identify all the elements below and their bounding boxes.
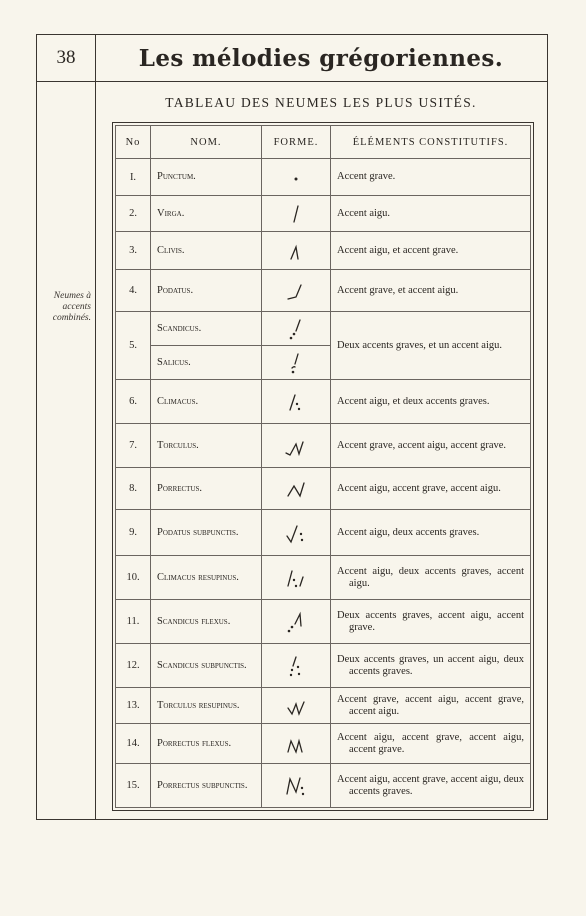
row-nom: Scandicus.: [151, 312, 262, 346]
header-nom: NOM.: [151, 126, 262, 159]
table-row: [116, 196, 531, 232]
page-number: 38: [37, 35, 96, 81]
row-nom: Virga.: [151, 196, 262, 232]
table-row: [116, 159, 531, 196]
podatus-neume-icon: [262, 270, 331, 312]
porrectus-neume-icon: [262, 468, 331, 510]
row-nom: Climacus resupinus.: [151, 556, 262, 600]
row-num: I.: [116, 159, 151, 196]
row-num: 2.: [116, 196, 151, 232]
row-elements: Accent grave, accent aigu, accent grave.: [331, 424, 531, 468]
row-nom: Porrectus subpunctis.: [151, 764, 262, 808]
row-num: 14.: [116, 724, 151, 764]
row-num: 10.: [116, 556, 151, 600]
row-num: 12.: [116, 644, 151, 688]
table-row: [116, 468, 531, 510]
climacus-neume-icon: [262, 380, 331, 424]
row-elements: Deux accents graves, et un accent aigu.: [331, 312, 531, 380]
row-elements: Accent aigu.: [331, 196, 531, 232]
row-nom: Podatus.: [151, 270, 262, 312]
row-elements: Accent grave.: [331, 159, 531, 196]
row-num: 9.: [116, 510, 151, 556]
torculus-neume-icon: [262, 424, 331, 468]
row-elements: Accent aigu, accent grave, accent aigu, accent grave.: [331, 724, 531, 764]
table-header-row: [116, 126, 531, 159]
row-num: 4.: [116, 270, 151, 312]
porrectus-subpunctis-neume-icon: [262, 764, 331, 808]
row-elements: Deux accents graves, accent aigu, accent grave.: [331, 600, 531, 644]
row-elements: Accent grave, accent aigu, accent grave, accent aigu.: [331, 688, 531, 724]
row-num: 3.: [116, 232, 151, 270]
running-title: Les mélodies grégoriennes.: [138, 44, 504, 72]
punctum-neume-icon: [262, 159, 331, 196]
row-nom: Porrectus.: [151, 468, 262, 510]
clivis-neume-icon: [262, 232, 331, 270]
row-nom: Podatus subpunctis.: [151, 510, 262, 556]
row-num: 15.: [116, 764, 151, 808]
table-row: [116, 764, 531, 808]
margin-note: Neumes à accents combinés.: [52, 291, 91, 323]
header-num: No: [116, 126, 151, 159]
podatus-subpunctis-neume-icon: [262, 510, 331, 556]
table-row: [116, 556, 531, 600]
table-row: [116, 312, 531, 346]
row-nom: Salicus.: [151, 346, 262, 380]
row-num: 11.: [116, 600, 151, 644]
row-elements: Accent aigu, deux accents graves, accent aigu.: [331, 556, 531, 600]
row-elements: Accent aigu, et deux accents graves.: [331, 380, 531, 424]
row-nom: Porrectus flexus.: [151, 724, 262, 764]
row-num: 8.: [116, 468, 151, 510]
salicus-neume-icon: [262, 346, 331, 380]
table-row: [116, 688, 531, 724]
row-elements: Accent aigu, accent grave, accent aigu, deux accents graves.: [331, 764, 531, 808]
row-nom: Torculus resupinus.: [151, 688, 262, 724]
table-row: [116, 600, 531, 644]
row-nom: Climacus.: [151, 380, 262, 424]
table-row: [116, 380, 531, 424]
row-num: 5.: [116, 312, 151, 380]
table-row: [116, 644, 531, 688]
row-nom: Punctum.: [151, 159, 262, 196]
table-title: TABLEAU DES NEUMES LES PLUS USITÉS.: [165, 95, 477, 110]
row-num: 6.: [116, 380, 151, 424]
table-row: [116, 424, 531, 468]
table-row: [116, 510, 531, 556]
scandicus-flexus-neume-icon: [262, 600, 331, 644]
torculus-resupinus-neume-icon: [262, 688, 331, 724]
row-elements: Accent aigu, accent grave, accent aigu.: [331, 468, 531, 510]
row-nom: Torculus.: [151, 424, 262, 468]
neumes-table: [115, 125, 531, 808]
scandicus-subpunctis-neume-icon: [262, 644, 331, 688]
margin-column: [37, 81, 96, 819]
row-elements: Accent aigu, deux accents graves.: [331, 510, 531, 556]
header-forme: FORME.: [262, 126, 331, 159]
row-elements: Deux accents graves, un accent aigu, deux accents graves.: [331, 644, 531, 688]
header-elements: ÉLÉMENTS CONSTITUTIFS.: [331, 126, 531, 159]
climacus-resupinus-neume-icon: [262, 556, 331, 600]
table-row: [116, 270, 531, 312]
row-elements: Accent grave, et accent aigu.: [331, 270, 531, 312]
row-num: 7.: [116, 424, 151, 468]
porrectus-flexus-neume-icon: [262, 724, 331, 764]
row-elements: Accent aigu, et accent grave.: [331, 232, 531, 270]
row-nom: Scandicus subpunctis.: [151, 644, 262, 688]
table-row: [116, 724, 531, 764]
row-num: 13.: [116, 688, 151, 724]
row-nom: Clivis.: [151, 232, 262, 270]
scandicus-neume-icon: [262, 312, 331, 346]
header-row: [37, 35, 547, 82]
page-frame: [36, 34, 548, 820]
row-nom: Scandicus flexus.: [151, 600, 262, 644]
table-row: [116, 232, 531, 270]
virga-neume-icon: [262, 196, 331, 232]
